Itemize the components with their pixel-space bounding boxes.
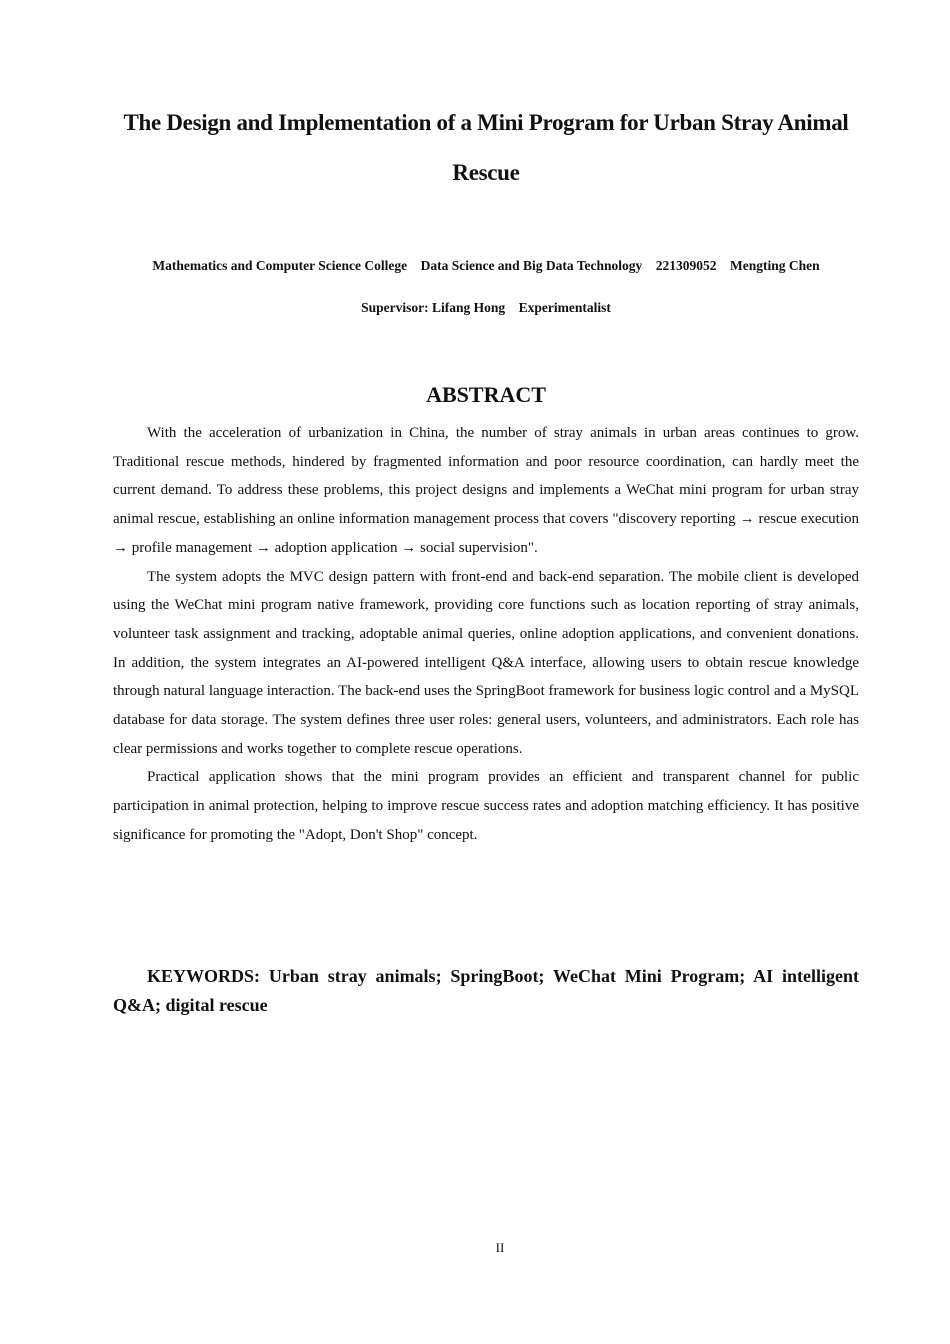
abstract-paragraph: With the acceleration of urbanization in China, the number of stray animals in urban areas continues to grow. Traditional rescue methods, hindered by fragmented information and poor resource coordination, can hardly meet the current demand. To address these problems, this project designs and implements a WeChat mini program for urban stray animal rescue, establishing an online information management process that covers "discovery reporting → rescue execution → profile management → adoption application → social supervision". (113, 425, 859, 556)
author-affiliation-line: Mathematics and Computer Science College Data Science and Big Data Technology 221309052 Mengting Chen (152, 258, 820, 273)
keywords: KEYWORDS: Urban stray animals; SpringBoot; WeChat Mini Program; AI intelligent Q&A; digital rescue (113, 966, 859, 1015)
supervisor-line: Supervisor: Lifang Hong Experimentalist (361, 300, 611, 315)
abstract-paragraph: The system adopts the MVC design pattern with front-end and back-end separation. The mobile client is developed using the WeChat mini program native framework, providing core functions such as location reporting of stray animals, volunteer task assignment and tracking, adoptable animal queries, online adoption applications, and convenient donations. In addition, the system integrates an AI-powered intelligent Q&A interface, allowing users to obtain rescue knowledge through natural language interaction. The back-end uses the SpringBoot framework for business logic control and a MySQL database for data storage. The system defines three user roles: general users, volunteers, and administrators. Each role has clear permissions and works together to complete rescue operations. (113, 568, 859, 757)
abstract-paragraph: Practical application shows that the mini program provides an efficient and transparent channel for public participation in animal protection, helping to improve rescue success rates and adoption matching efficiency. It has positive significance for promoting the "Adopt, Don't Shop" concept. (113, 769, 859, 843)
paper-title: The Design and Implementation of a Mini Program for Urban Stray Animal Rescue (123, 110, 849, 185)
abstract-heading: ABSTRACT (426, 382, 546, 407)
abstract-body (113, 419, 859, 850)
page-number: II (495, 1240, 505, 1255)
